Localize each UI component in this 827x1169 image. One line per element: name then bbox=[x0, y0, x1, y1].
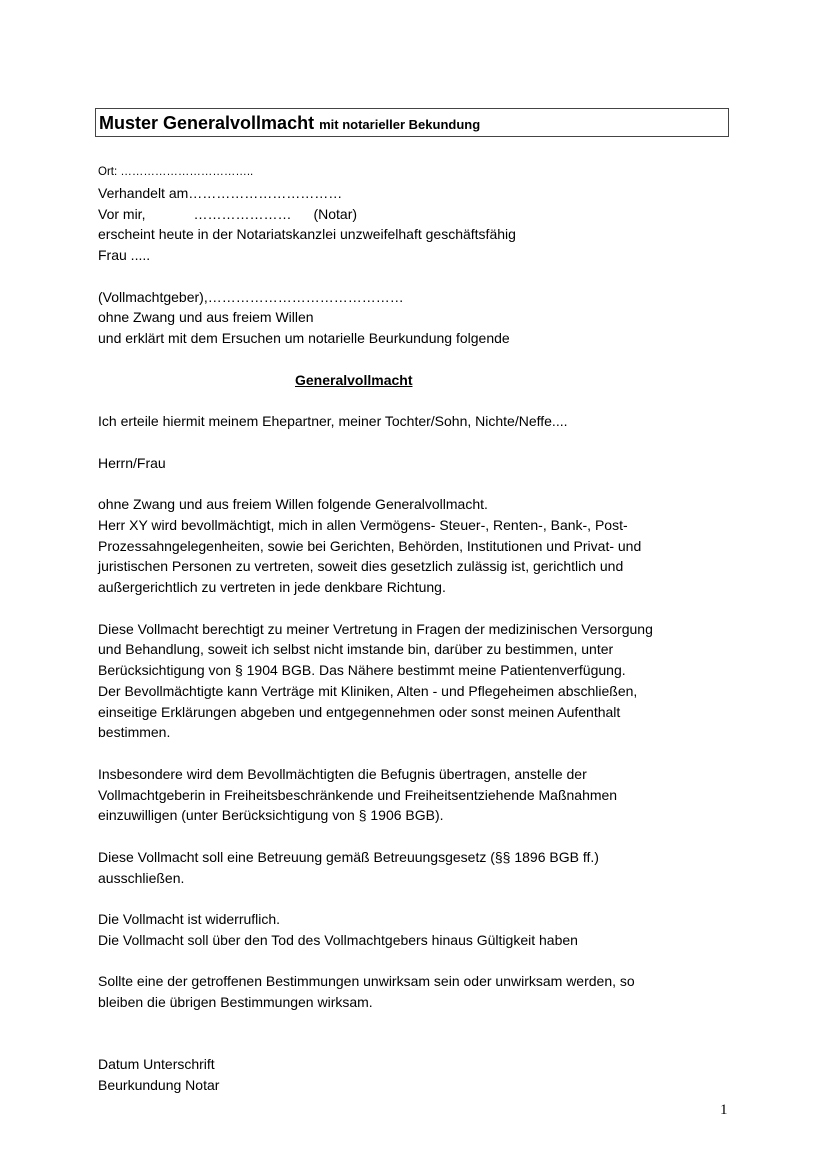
verhandelt-line: Verhandelt am…………………………… bbox=[98, 184, 343, 201]
vor-mir-line bbox=[98, 204, 738, 225]
paragraph-line: einseitige Erklärungen abgeben und entgegennehmen oder sonst meinen Aufenthalt bbox=[98, 703, 621, 720]
paragraph-line: Die Vollmacht soll über den Tod des Vollmachtgebers hinaus Gültigkeit haben bbox=[98, 931, 578, 948]
paragraph-line: Diese Vollmacht berechtigt zu meiner Vertretung in Fragen der medizinischen Versorgung bbox=[98, 620, 653, 637]
paragraph-line: Berücksichtigung von § 1904 BGB. Das Nähere bestimmt meine Patientenverfügung. bbox=[98, 662, 626, 678]
paragraph-line: Der Bevollmächtigte kann Verträge mit Kliniken, Alten - und Pflegeheimen abschließen, bbox=[98, 682, 638, 699]
vollmachtgeber-line: (Vollmachtgeber),…………………………………… bbox=[98, 288, 404, 305]
title-sub: mit notarieller Bekundung bbox=[319, 117, 481, 132]
signature-notar-line: Beurkundung Notar bbox=[98, 1077, 220, 1093]
paragraph-line: Insbesondere wird dem Bevollmächtigten die Befugnis übertragen, anstelle der bbox=[98, 765, 587, 782]
erklaert-line: und erklärt mit dem Ersuchen um notarielle Beurkundung folgende bbox=[98, 330, 510, 346]
paragraph-line: außergerichtlich zu vertreten in jede denkbare Richtung. bbox=[98, 579, 446, 595]
signature-date-line: Datum Unterschrift bbox=[98, 1056, 215, 1073]
ort-line: Ort: …………………………….. bbox=[98, 166, 254, 178]
section-heading: Generalvollmacht bbox=[295, 371, 413, 388]
paragraph-line: ausschließen. bbox=[98, 869, 185, 886]
page-number: 1 bbox=[720, 1102, 728, 1118]
notar-dots: ………………… bbox=[193, 205, 292, 222]
paragraph-line: Sollte eine der getroffenen Bestimmungen unwirksam sein oder unwirksam werden, so bbox=[98, 973, 635, 990]
paragraph-line: Ich erteile hiermit meinem Ehepartner, meiner Tochter/Sohn, Nichte/Neffe.... bbox=[98, 413, 568, 429]
paragraph-line: einzuwilligen (unter Berücksichtigung von § 1906 BGB). bbox=[98, 807, 444, 824]
document-body bbox=[98, 162, 738, 1096]
ohne-zwang-line: ohne Zwang und aus freiem Willen bbox=[98, 309, 314, 326]
vor-mir-label: Vor mir, bbox=[98, 205, 146, 222]
paragraph-line: bleiben die übrigen Bestimmungen wirksam. bbox=[98, 994, 373, 1010]
frau-line: Frau ..... bbox=[98, 247, 151, 263]
paragraph-line: Die Vollmacht ist widerruflich. bbox=[98, 911, 281, 927]
paragraph-line: ohne Zwang und aus freiem Willen folgende Generalvollmacht. bbox=[98, 496, 488, 512]
paragraph-line: Herrn/Frau bbox=[98, 454, 166, 471]
paragraph-line: Vollmachtgeberin in Freiheitsbeschränkende und Freiheitsentziehende Maßnahmen bbox=[98, 786, 618, 803]
notar-label: (Notar) bbox=[313, 205, 358, 222]
title-main: Muster Generalvollmacht bbox=[99, 113, 315, 133]
paragraph-line: juristischen Personen zu vertreten, soweit dies gesetzlich zulässig ist, gerichtlich und bbox=[98, 558, 624, 575]
paragraph-line: bestimmen. bbox=[98, 724, 171, 741]
document-title-box bbox=[95, 108, 729, 137]
paragraph-line: und Behandlung, soweit ich selbst nicht imstande bin, darüber zu bestimmen, unter bbox=[98, 641, 614, 658]
paragraph-line: Prozessahngelegenheiten, sowie bei Gerichten, Behörden, Institutionen und Privat- und bbox=[98, 537, 642, 554]
paragraph-line: Diese Vollmacht soll eine Betreuung gemäß Betreuungsgesetz (§§ 1896 BGB ff.) bbox=[98, 848, 599, 865]
erscheint-line: erscheint heute in der Notariatskanzlei unzweifelhaft geschäftsfähig bbox=[98, 226, 516, 243]
paragraph-line: Herr XY wird bevollmächtigt, mich in allen Vermögens- Steuer-, Renten-, Bank-, Post- bbox=[98, 516, 628, 533]
document-title bbox=[99, 113, 480, 134]
